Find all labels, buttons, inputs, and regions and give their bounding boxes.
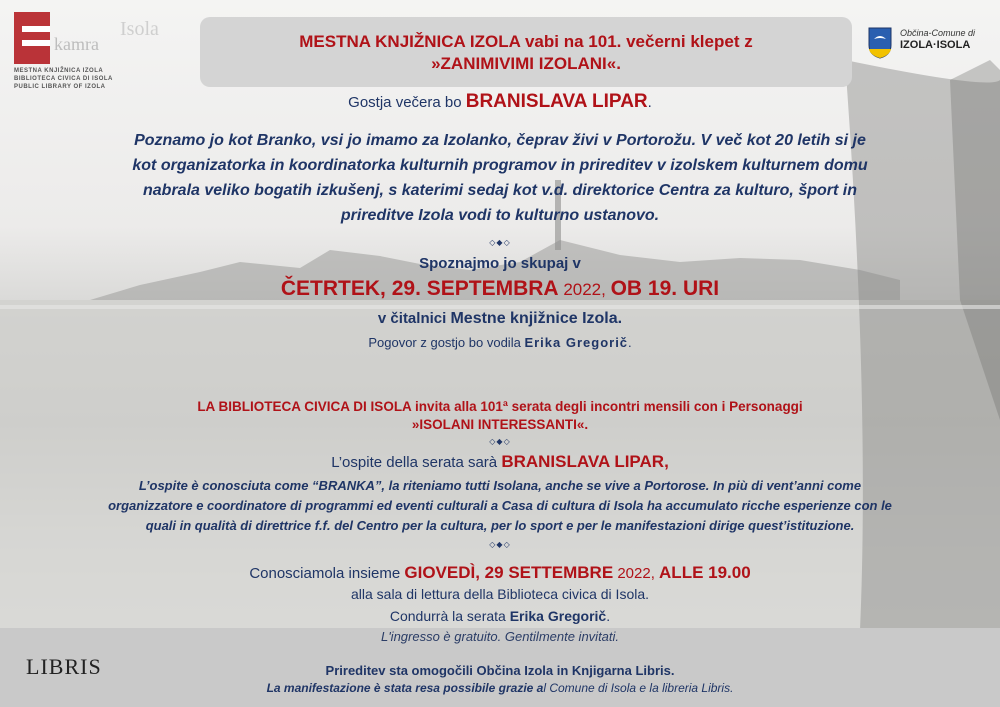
it-host-name: Erika Gregorič <box>509 608 607 624</box>
it-date-line <box>0 562 1000 585</box>
library-logo <box>14 12 134 92</box>
it-bio-line: quali in qualità di direttrice f.f. del Centro per la cultura, per lo sport e per le manifestazioni dirige quest’istituzione. <box>145 518 855 533</box>
coat-of-arms-icon <box>868 27 892 59</box>
it-bio-line: organizzatore e coordinatore di programmi ed eventi culturali a Casa di cultura di Isola ha accumulato ricche esperienze con le <box>108 498 892 513</box>
library-name-en: PUBLIC LIBRARY OF IZOLA <box>14 84 106 90</box>
entry-note: L'ingresso è gratuito. Gentilmente invitati. <box>380 629 620 644</box>
it-guest-line <box>0 452 1000 473</box>
footer-line-2 <box>0 681 1000 695</box>
sl-guest-line <box>0 90 1000 115</box>
municipality-top-text: Občina-Comune di <box>900 28 976 38</box>
municipality-logo <box>868 27 988 63</box>
it-intro-line-1: LA BIBLIOTECA CIVICA DI ISOLA invita alla 101ª serata degli incontri mensili con i Personaggi <box>197 399 803 414</box>
sl-meet-line: Spoznajmo jo skupaj v <box>419 255 581 272</box>
it-date-time: ALLE 19.00 <box>659 563 751 582</box>
sl-date-line <box>0 275 1000 304</box>
sl-host-suffix: . <box>628 335 632 350</box>
sl-host-line <box>0 335 1000 350</box>
kamra-logo-stripe <box>22 26 50 32</box>
footer-line-2-rest: l Comune di Isola e la libreria Libris. <box>543 681 734 695</box>
library-name-it: BIBLIOTECA CIVICA DI ISOLA <box>14 76 113 82</box>
footer-line-1: Prireditev sta omogočili Občina Izola in Knjigarna Libris. <box>325 663 675 678</box>
photo-caption: Isola <box>120 18 159 40</box>
header-banner <box>200 17 852 87</box>
kamra-logo-stripe <box>22 40 50 46</box>
it-meet-line: Conosciamola insieme <box>249 565 405 582</box>
sl-place-name: Mestne knjižnice Izola. <box>450 310 623 327</box>
municipality-name: IZOLA·ISOLA <box>900 39 971 51</box>
divider-diamonds: ◇◆◇ <box>489 238 511 247</box>
it-host-prefix: Condurrà la serata <box>389 608 510 624</box>
sl-place-line <box>0 310 1000 328</box>
sl-guest-prefix: Gostja večera bo <box>348 94 466 111</box>
it-place-line: alla sala di lettura della Biblioteca civica di Isola. <box>350 586 650 602</box>
it-date-year: 2022, <box>613 565 660 582</box>
sl-date-day: ČETRTEK, 29. SEPTEMBRA <box>280 277 559 300</box>
sl-host-prefix: Pogovor z gostjo bo vodila <box>368 335 525 350</box>
sl-date-time: OB 19. URI <box>610 277 720 300</box>
sl-bio-line: Poznamo jo kot Branko, vsi jo imamo za Izolanko, čeprav živi v Portorožu. V več kot 20 letih si je <box>134 132 866 149</box>
sl-host-name: Erika Gregorič <box>524 335 629 350</box>
sl-guest-name: BRANISLAVA LIPAR <box>465 91 648 112</box>
kamra-text: kamra <box>54 34 99 54</box>
it-guest-prefix: L’ospite della serata sarà <box>331 454 502 471</box>
it-date-day: GIOVEDÌ, 29 SETTEMBRE <box>404 563 614 582</box>
libris-logo: LIBRIS <box>26 654 102 679</box>
header-line-2: »ZANIMIVIMI IZOLANI«. <box>431 54 621 73</box>
it-intro-line-2: »ISOLANI INTERESSANTI«. <box>411 417 589 432</box>
sl-bio-line: kot organizatorka in koordinatorka kulturnih programov in prireditev v izolskem kulturnem domu <box>132 157 868 174</box>
sl-bio-line: prireditve Izola vodi to kulturno ustanovo. <box>340 207 660 224</box>
it-host-line <box>0 608 1000 624</box>
header-line-1: MESTNA KNJIŽNICA IZOLA vabi na 101. večerni klepet z <box>299 32 753 51</box>
divider-diamonds: ◇◆◇ <box>489 540 511 549</box>
sl-date-year: 2022, <box>558 280 611 299</box>
footer-line-2-italic: La manifestazione è stata resa possibile grazie a <box>266 681 544 695</box>
sl-guest-suffix: . <box>647 94 652 111</box>
library-name-sl: MESTNA KNJIŽNICA IZOLA <box>14 68 104 74</box>
sl-place-prefix: v čitalnici <box>377 310 451 327</box>
footer-band <box>0 628 1000 707</box>
sl-bio-line: nabrala veliko bogatih izkušenj, s katerimi sedaj kot v.d. direktorice Centra za kulturo, šport in <box>143 182 857 199</box>
it-bio-line: L’ospite è conosciuta come “BRANKA”, la riteniamo tutti Isolana, anche se vive a Portorose. In più di vent’anni come <box>138 478 862 493</box>
it-guest-name: BRANISLAVA LIPAR, <box>501 452 669 471</box>
kamra-logo-mark <box>14 12 50 64</box>
it-host-suffix: . <box>606 608 611 624</box>
divider-diamonds: ◇◆◇ <box>489 437 511 446</box>
